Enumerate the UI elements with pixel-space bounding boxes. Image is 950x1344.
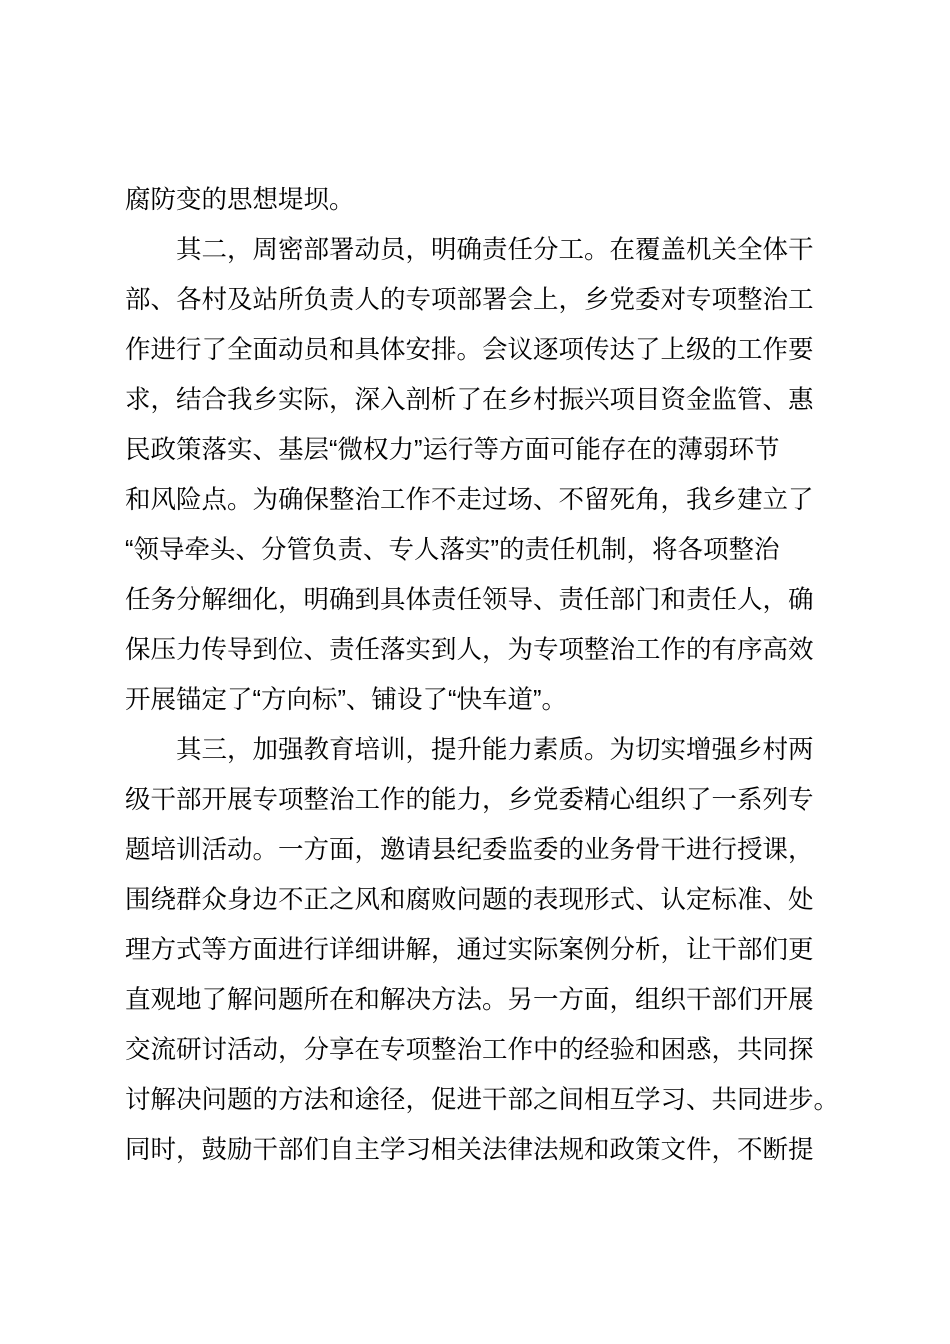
document-text-block <box>125 175 839 1175</box>
text-line: 任务分解细化，明确到具体责任领导、责任部门和责任人，确 <box>125 586 814 614</box>
text-line: 求，结合我乡实际，深入剖析了在乡村振兴项目资金监管、惠 <box>125 386 814 414</box>
text-line: 理方式等方面进行详细讲解，通过实际案例分析，让干部们更 <box>125 936 814 964</box>
text-line: “领导牵头、分管负责、专人落实”的责任机制，将各项整治 <box>125 536 780 564</box>
text-line: 腐防变的思想堤坝。 <box>125 186 355 214</box>
text-line: 直观地了解问题所在和解决方法。另一方面，组织干部们开展 <box>125 986 814 1014</box>
text-line: 部、各村及站所负责人的专项部署会上，乡党委对专项整治工 <box>125 286 814 314</box>
text-line: 围绕群众身边不正之风和腐败问题的表现形式、认定标准、处 <box>125 886 814 914</box>
paragraph <box>125 225 839 725</box>
text-line: 其二，周密部署动员，明确责任分工。在覆盖机关全体干 <box>176 236 814 264</box>
text-line: 开展锚定了“方向标”、铺设了“快车道”。 <box>125 686 567 714</box>
text-line: 同时，鼓励干部们自主学习相关法律法规和政策文件，不断提 <box>125 1136 814 1164</box>
paragraph <box>125 175 839 225</box>
text-line: 讨解决问题的方法和途径，促进干部之间相互学习、共同进步。 <box>125 1086 840 1114</box>
text-line: 题培训活动。一方面，邀请县纪委监委的业务骨干进行授课， <box>125 836 814 864</box>
text-line: 保压力传导到位、责任落实到人，为专项整治工作的有序高效 <box>125 636 814 664</box>
paragraph <box>125 725 839 1175</box>
text-line: 交流研讨活动，分享在专项整治工作中的经验和困惑，共同探 <box>125 1036 814 1064</box>
text-line: 作进行了全面动员和具体安排。会议逐项传达了上级的工作要 <box>125 336 814 364</box>
text-line: 民政策落实、基层“微权力”运行等方面可能存在的薄弱环节 <box>125 436 780 464</box>
text-line: 级干部开展专项整治工作的能力，乡党委精心组织了一系列专 <box>125 786 814 814</box>
text-line: 和风险点。为确保整治工作不走过场、不留死角，我乡建立了 <box>125 486 814 514</box>
text-line: 其三，加强教育培训，提升能力素质。为切实增强乡村两 <box>176 736 814 764</box>
